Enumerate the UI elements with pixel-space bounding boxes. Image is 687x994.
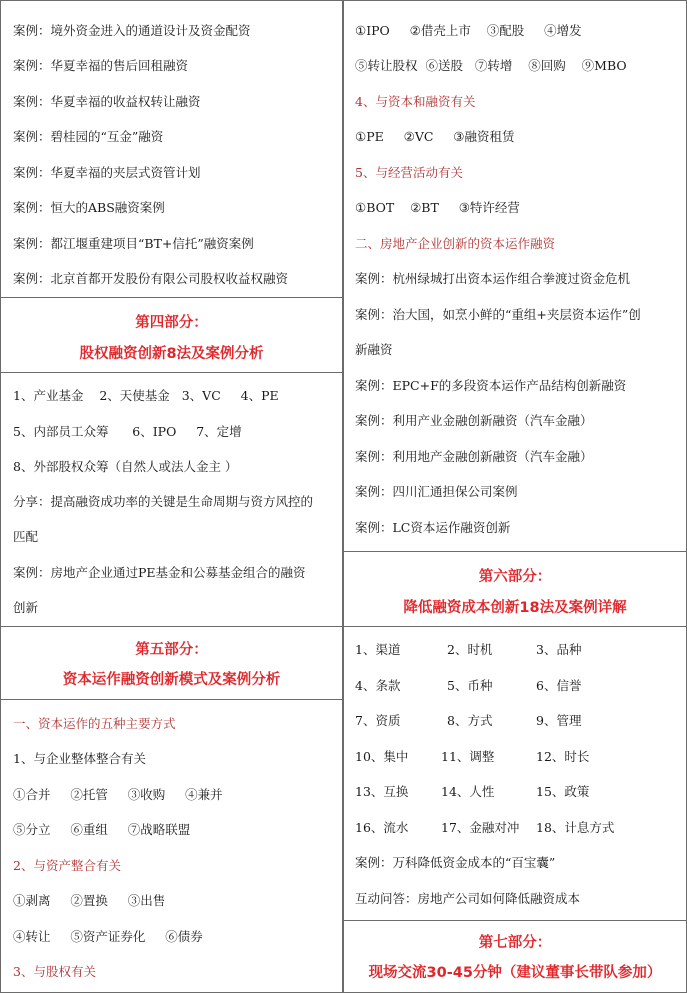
case-item: 案例：四川汇通担保公司案例 [355, 484, 518, 499]
case-item: 案例：利用地产金融创新融资（汽车金融） [355, 449, 593, 464]
subsection-heading: 3、与股权有关 [13, 964, 96, 979]
method-item: 18、计息方式 [536, 820, 615, 835]
method-item: 9、管理 [536, 713, 582, 728]
method-item: 6、信誉 [536, 678, 582, 693]
section-heading: 一、资本运作的五种主要方式 [13, 716, 176, 731]
section-heading: 二、房地产企业创新的资本运作融资 [355, 236, 556, 251]
case-item: 案例：利用产业金融创新融资（汽车金融） [355, 413, 593, 428]
method-item: 14、人性 [441, 784, 495, 799]
part4-item-row: 5、内部员工众筹 6、IPO 7、定增 [13, 424, 242, 439]
method-item: 7、资质 [355, 713, 401, 728]
qa-item: 互动问答：房地产公司如何降低融资成本 [355, 891, 581, 906]
case-item: 案例：华夏幸福的夹层式资管计划 [13, 165, 201, 180]
case-item: 案例：LC资本运作融资创新 [355, 520, 511, 535]
share-line: 匹配 [13, 529, 39, 544]
case-item: 创新 [13, 600, 39, 615]
method-item: 3、品种 [536, 642, 582, 657]
section-divider [1, 372, 342, 373]
method-item: 4、条款 [355, 678, 401, 693]
case-item: 案例：房地产企业通过PE基金和公募基金组合的融资 [13, 565, 306, 580]
section-divider [344, 626, 686, 627]
method-row: ①BOT ②BT ③特许经营 [355, 200, 520, 215]
subsection-heading: 1、与企业整体整合有关 [13, 751, 146, 766]
part4-item-row: 8、外部股权众筹（自然人或法人金主 ） [13, 459, 238, 474]
case-item: 案例：万科降低资金成本的“百宝囊” [355, 855, 556, 870]
subsection-heading: 2、与资产整合有关 [13, 858, 121, 873]
method-row: ④转让 ⑤资产证券化 ⑥债券 [13, 929, 203, 944]
subsection-heading: 4、与资本和融资有关 [355, 94, 476, 109]
method-row: ⑤转让股权 ⑥送股 ⑦转增 ⑧回购 ⑨MBO [355, 58, 627, 73]
method-item: 13、互换 [355, 784, 409, 799]
method-item: 11、调整 [441, 749, 495, 764]
case-item: 案例：恒大的ABS融资案例 [13, 200, 165, 215]
part7-title: 第七部分： [478, 935, 552, 951]
part4-title: 第四部分： [135, 315, 208, 331]
method-item: 12、时长 [536, 749, 590, 764]
part5-subtitle: 资本运作融资创新模式及案例分析 [62, 672, 281, 688]
left-column [0, 0, 343, 993]
section-divider [1, 626, 342, 627]
case-item: 案例：华夏幸福的收益权转让融资 [13, 94, 201, 109]
section-divider [344, 551, 686, 552]
part5-title: 第五部分： [135, 642, 208, 658]
method-row: ①PE ②VC ③融资租赁 [355, 129, 515, 144]
case-item: 案例：杭州绿城打出资本运作组合拳渡过资金危机 [355, 271, 631, 286]
method-item: 1、渠道 [355, 642, 401, 657]
case-item: 案例：EPC+F的多段资本运作产品结构创新融资 [355, 378, 627, 393]
case-item: 案例：华夏幸福的售后回租融资 [13, 58, 189, 73]
method-item: 15、政策 [536, 784, 590, 799]
section-divider [1, 699, 342, 700]
subsection-heading: 5、与经营活动有关 [355, 165, 463, 180]
right-column [343, 0, 687, 993]
method-row: ①合并 ②托管 ③收购 ④兼并 [13, 787, 223, 802]
method-item: 16、流水 [355, 820, 409, 835]
part4-item-row: 1、产业基金 2、天使基金 3、VC 4、PE [13, 388, 279, 403]
part6-title: 第六部分： [478, 569, 552, 585]
section-divider [344, 920, 686, 921]
part4-subtitle: 股权融资创新8法及案例分析 [79, 346, 264, 362]
case-item: 案例：北京首都开发股份有限公司股权收益权融资 [13, 271, 289, 286]
method-row: ①IPO ②借壳上市 ③配股 ④增发 [355, 23, 582, 38]
case-item: 新融资 [355, 342, 393, 357]
method-item: 5、币种 [447, 678, 493, 693]
method-row: ⑤分立 ⑥重组 ⑦战略联盟 [13, 822, 191, 837]
case-item: 案例：碧桂园的“互金”融资 [13, 129, 164, 144]
method-item: 2、时机 [447, 642, 493, 657]
section-divider [1, 297, 342, 298]
method-row: ①剥离 ②置换 ③出售 [13, 893, 166, 908]
part6-subtitle: 降低融资成本创新18法及案例详解 [403, 600, 627, 616]
method-item: 10、集中 [355, 749, 409, 764]
part7-subtitle: 现场交流30-45分钟（建议董事长带队参加） [368, 965, 662, 981]
method-item: 8、方式 [447, 713, 493, 728]
case-item: 案例：都江堰重建项目“BT+信托”融资案例 [13, 236, 254, 251]
case-item: 案例：治大国，如烹小鲜的“重组+夹层资本运作”创 [355, 307, 641, 322]
case-item: 案例：境外资金进入的通道设计及资金配资 [13, 23, 251, 38]
share-line: 分享：提高融资成功率的关键是生命周期与资方风控的 [13, 494, 314, 509]
method-item: 17、金融对冲 [441, 820, 520, 835]
